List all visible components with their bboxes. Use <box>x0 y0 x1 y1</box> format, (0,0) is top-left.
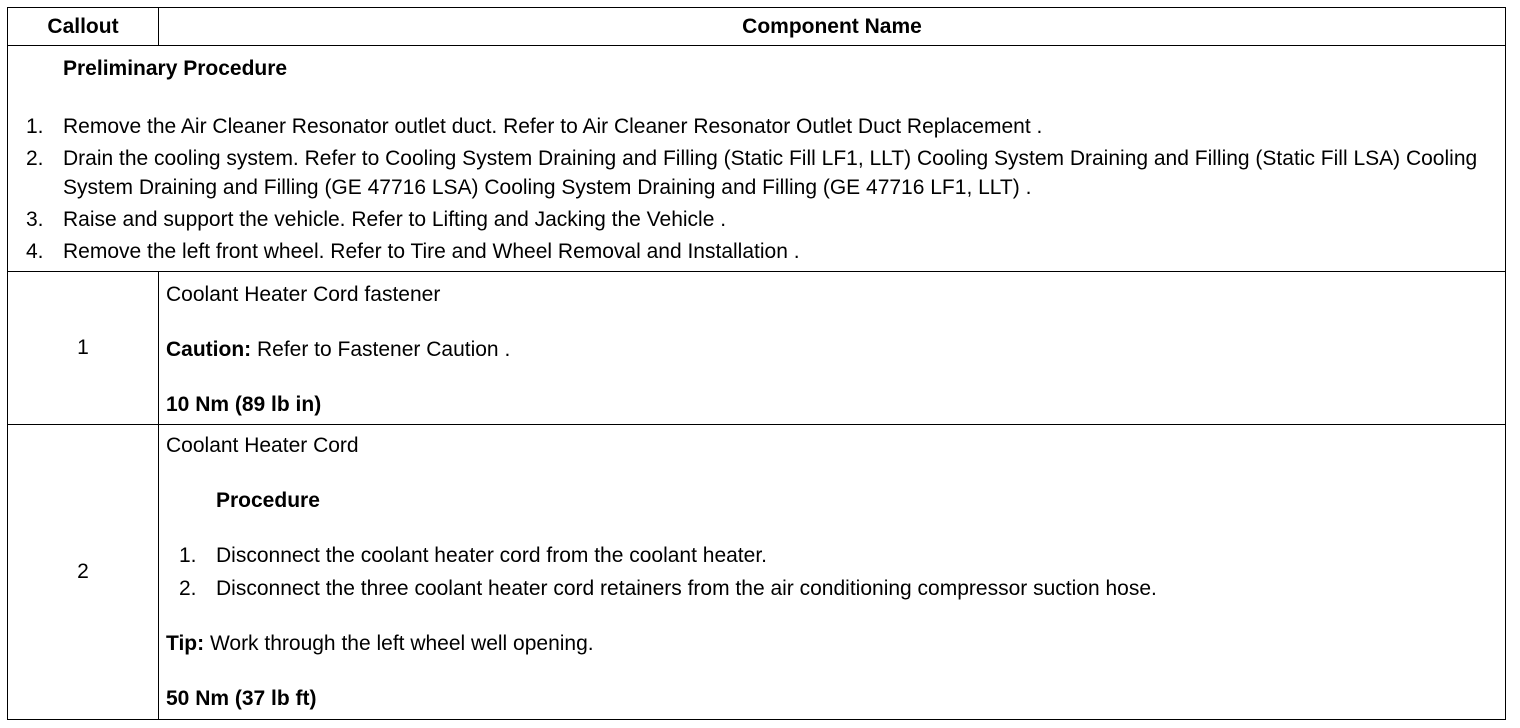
caution-text: Refer to Fastener Caution . <box>251 338 511 361</box>
preliminary-row <box>8 46 1506 272</box>
component-name: Coolant Heater Cord fastener <box>166 283 441 306</box>
header-callout: Callout <box>8 8 159 46</box>
preliminary-title: Preliminary Procedure <box>63 57 288 80</box>
step-number: 1. <box>26 115 44 138</box>
table-row <box>8 272 1506 425</box>
callout-cell: 1 <box>8 272 159 425</box>
table-row <box>8 425 1506 720</box>
caution-label: Caution: <box>166 338 252 361</box>
preliminary-steps <box>8 112 1498 269</box>
list-item <box>8 144 1498 202</box>
caution-note <box>166 338 510 362</box>
procedure-table-wrapper <box>7 7 1506 720</box>
header-row <box>8 8 1506 46</box>
preliminary-cell <box>8 46 1506 272</box>
list-item <box>159 541 1157 571</box>
list-item <box>8 237 1498 266</box>
step-number: 1. <box>179 544 197 567</box>
torque-spec: 10 Nm (89 lb in) <box>166 393 322 416</box>
component-name: Coolant Heater Cord <box>166 434 359 457</box>
procedure-title: Procedure <box>216 489 320 512</box>
component-table <box>7 7 1506 720</box>
step-number: 4. <box>26 240 44 263</box>
step-text: Disconnect the coolant heater cord from the coolant heater. <box>216 544 767 567</box>
step-text: Disconnect the three coolant heater cord retainers from the air conditioning compressor suction hose. <box>216 577 1157 600</box>
list-item <box>8 112 1498 141</box>
list-item <box>8 205 1498 234</box>
torque-spec: 50 Nm (37 lb ft) <box>166 687 317 710</box>
step-text: Remove the left front wheel. Refer to Tire and Wheel Removal and Installation . <box>63 240 800 263</box>
step-number: 2. <box>26 147 44 170</box>
tip-text: Work through the left wheel well opening. <box>204 632 594 655</box>
header-component-name: Component Name <box>159 8 1506 46</box>
tip-label: Tip: <box>166 632 205 655</box>
step-number: 3. <box>26 208 44 231</box>
step-text: Drain the cooling system. Refer to Cooling System Draining and Filling (Static Fill LF1, LLT) Cooling System Draining and Filling (Static Fill LSA) Cooling System Draining and Filling (GE 47716 LSA) Cooling System Draining and Filling (GE 47716 LF1, LLT) . <box>63 147 1478 199</box>
step-text: Remove the Air Cleaner Resonator outlet duct. Refer to Air Cleaner Resonator Outlet Duct Replacement . <box>63 115 1043 138</box>
component-cell <box>159 272 1506 425</box>
component-cell <box>159 425 1506 720</box>
tip-note <box>166 632 594 656</box>
step-number: 2. <box>179 577 197 600</box>
callout-cell: 2 <box>8 425 159 720</box>
step-text: Raise and support the vehicle. Refer to Lifting and Jacking the Vehicle . <box>63 208 727 231</box>
procedure-steps <box>159 541 1157 607</box>
list-item <box>159 574 1157 604</box>
